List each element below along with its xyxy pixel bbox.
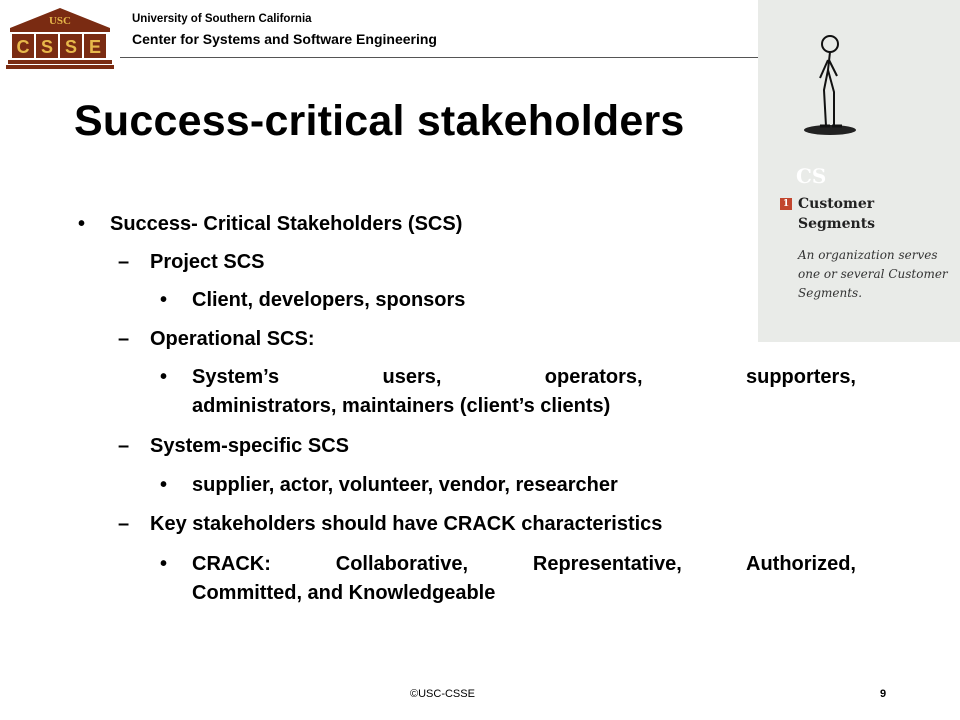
bullet-text-continuation: administrators, maintainers (client’s clients) — [192, 395, 611, 417]
panel-code: CS — [796, 164, 827, 188]
bullet-text: Success- Critical Stakeholders (SCS) — [110, 213, 463, 235]
bullet-text: Client, developers, sponsors — [192, 289, 466, 311]
bullet-marker: • — [160, 474, 168, 496]
bullet-text: Project SCS — [150, 251, 265, 273]
slide-title: Success-critical stakeholders — [74, 97, 685, 145]
bullet-marker: – — [118, 328, 130, 350]
header-university: University of Southern California — [132, 13, 312, 25]
bullet-text: Key stakeholders should have CRACK characteristics — [150, 513, 663, 535]
bullet-marker: • — [78, 213, 86, 235]
bullet-text: supplier, actor, volunteer, vendor, researcher — [192, 474, 618, 496]
customer-segments-panel — [758, 0, 960, 342]
header-center: Center for Systems and Software Engineering — [132, 31, 437, 47]
bullet-marker: – — [118, 435, 130, 457]
bullet-marker: • — [160, 366, 168, 388]
bullet-marker: • — [160, 553, 168, 575]
bullet-text-continuation: Committed, and Knowledgeable — [192, 582, 496, 604]
logo-letter: C — [16, 37, 30, 57]
bullet-text: System’s users, operators, supporters, — [192, 366, 856, 388]
header-divider — [120, 57, 760, 58]
page-number: 9 — [880, 688, 887, 700]
standing-person-icon — [790, 30, 870, 140]
footer-copyright: ©USC-CSSE — [410, 688, 475, 700]
bullet-text: System-specific SCS — [150, 435, 349, 457]
bullet-marker: – — [118, 513, 130, 535]
logo-letter: E — [88, 37, 102, 57]
bullet-text: Operational SCS: — [150, 328, 315, 350]
logo-letter-boxes — [12, 34, 106, 58]
bullet-text: CRACK: Collaborative, Representative, Authorized, — [192, 553, 856, 575]
panel-heading: Customer Segments — [798, 196, 876, 232]
bullet-marker: • — [160, 289, 168, 311]
logo-usc-text: USC — [48, 15, 72, 27]
panel-number-badge: 1 — [780, 198, 792, 210]
bullet-marker: – — [118, 251, 130, 273]
logo-letter: S — [40, 37, 54, 57]
logo-letter: S — [64, 37, 78, 57]
usc-csse-logo — [6, 6, 114, 70]
panel-description: An organization serves one or several Customer Segments. — [798, 248, 948, 300]
